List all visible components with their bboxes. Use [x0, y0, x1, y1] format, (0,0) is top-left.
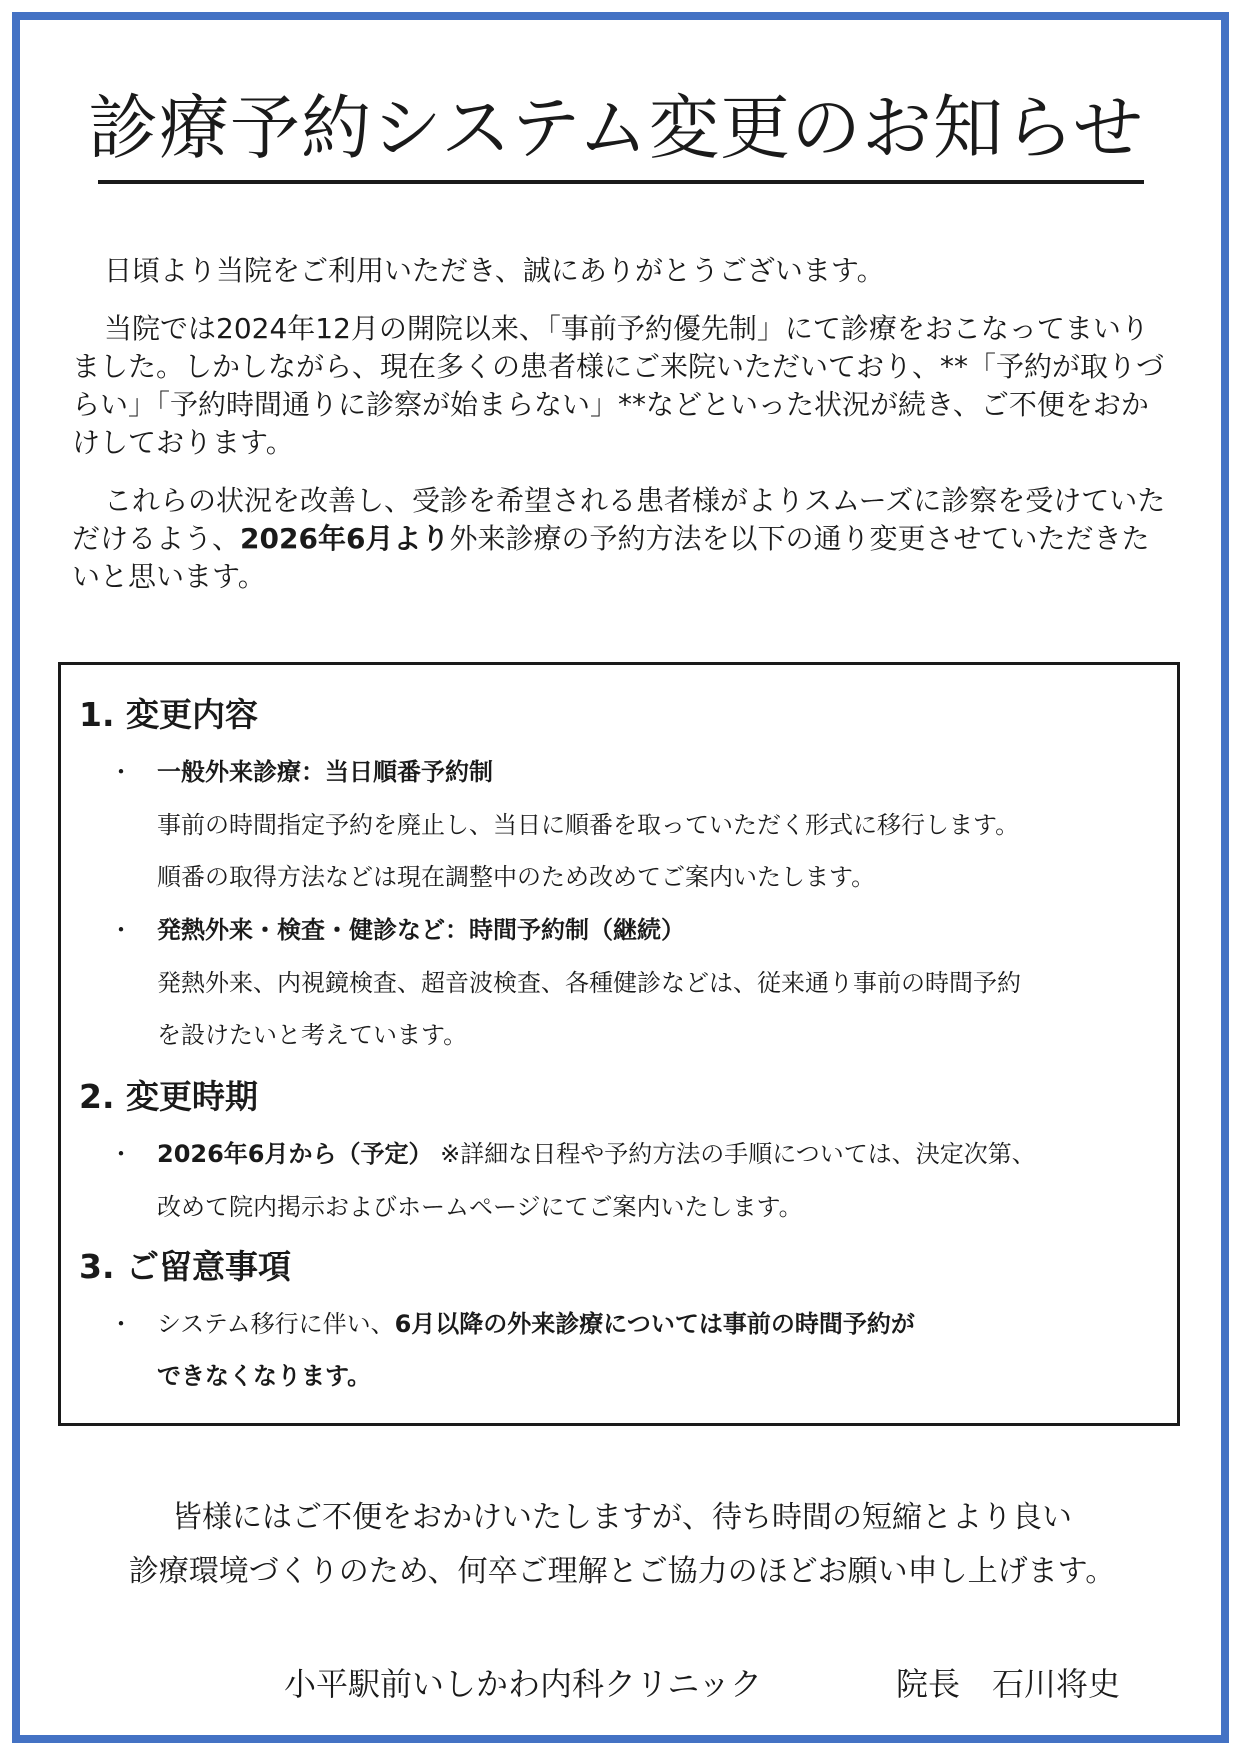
section-1-heading: 1. 変更内容 — [79, 695, 258, 734]
intro-p3-before: これらの状況を改善し、受診を希望される患者様がよりスムーズに診察を受けていただけるよう、 — [72, 484, 1166, 555]
s2-item-line2: 改めて院内掲示およびホームページにてご案内いたします。 — [157, 1193, 803, 1221]
intro-p3-date: 2026年6月より — [240, 522, 450, 555]
bullet-mark: ・ — [109, 1140, 133, 1168]
s1-item2-head: 発熱外来・検査・健診など：時間予約制（継続） — [157, 916, 685, 944]
s1-item1-line2: 順番の取得方法などは現在調整中のため改めてご案内いたします。 — [157, 863, 876, 891]
s3-item-normal: システム移行に伴い、 — [157, 1310, 395, 1338]
bullet-mark: ・ — [109, 916, 133, 944]
bullet-mark: ・ — [109, 758, 133, 786]
intro-paragraph-1: 日頃より当院をご利用いただき、誠にありがとうございます。 — [104, 254, 885, 287]
section-3-heading: 3. ご留意事項 — [79, 1247, 291, 1286]
s1-item2-line1: 発熱外来、内視鏡検査、超音波検査、各種健診などは、従来通り事前の時間予約 — [157, 969, 1021, 997]
s1-item1-head: 一般外来診療：当日順番予約制 — [157, 758, 493, 786]
intro-paragraph-3 — [72, 482, 1172, 596]
intro-p3-after: 外来診療の予約方法を以下の通り変更させていただきたいと思います。 — [72, 522, 1150, 593]
s2-item-rest: ※詳細な日程や予約方法の手順については、決定次第、 — [432, 1140, 1036, 1168]
s3-item-line1 — [157, 1309, 915, 1339]
director-name: 院長 石川将史 — [896, 1665, 1121, 1703]
s2-item-line1 — [157, 1139, 1036, 1169]
s1-item1-line1: 事前の時間指定予約を廃止し、当日に順番を取っていただく形式に移行します。 — [157, 811, 1020, 839]
title-underline — [98, 180, 1144, 184]
closing-line-2: 診療環境づくりのため、何卒ご理解とご協力のほどお願い申し上げます。 — [128, 1554, 1116, 1589]
s1-item2-line2: を設けたいと考えています。 — [157, 1021, 468, 1049]
s2-item-date: 2026年6月から（予定） — [157, 1140, 433, 1168]
closing-line-1: 皆様にはご不便をおかけいたしますが、待ち時間の短縮とより良い — [172, 1500, 1072, 1535]
s3-item-line2: できなくなります。 — [157, 1362, 372, 1390]
bullet-mark: ・ — [109, 1310, 133, 1338]
intro-text — [72, 252, 1172, 616]
section-2-heading: 2. 変更時期 — [79, 1077, 258, 1116]
page-title: 診療予約システム変更のお知らせ — [88, 87, 1144, 169]
details-box — [58, 662, 1180, 1426]
clinic-name: 小平駅前いしかわ内科クリニック — [284, 1665, 763, 1703]
intro-paragraph-2: 当院では2024年12月の開院以来、「事前予約優先制」にて診療をおこなってまいりました。しかしながら、現在多くの患者様にご来院いただいており、**「予約が取りづらい」「予約時間通りに診察が始まらない」**などといった状況が続き、ご不便をおかけしております。 — [72, 312, 1165, 459]
s3-item-bold: 6月以降の外来診療については事前の時間予約が — [394, 1310, 915, 1338]
